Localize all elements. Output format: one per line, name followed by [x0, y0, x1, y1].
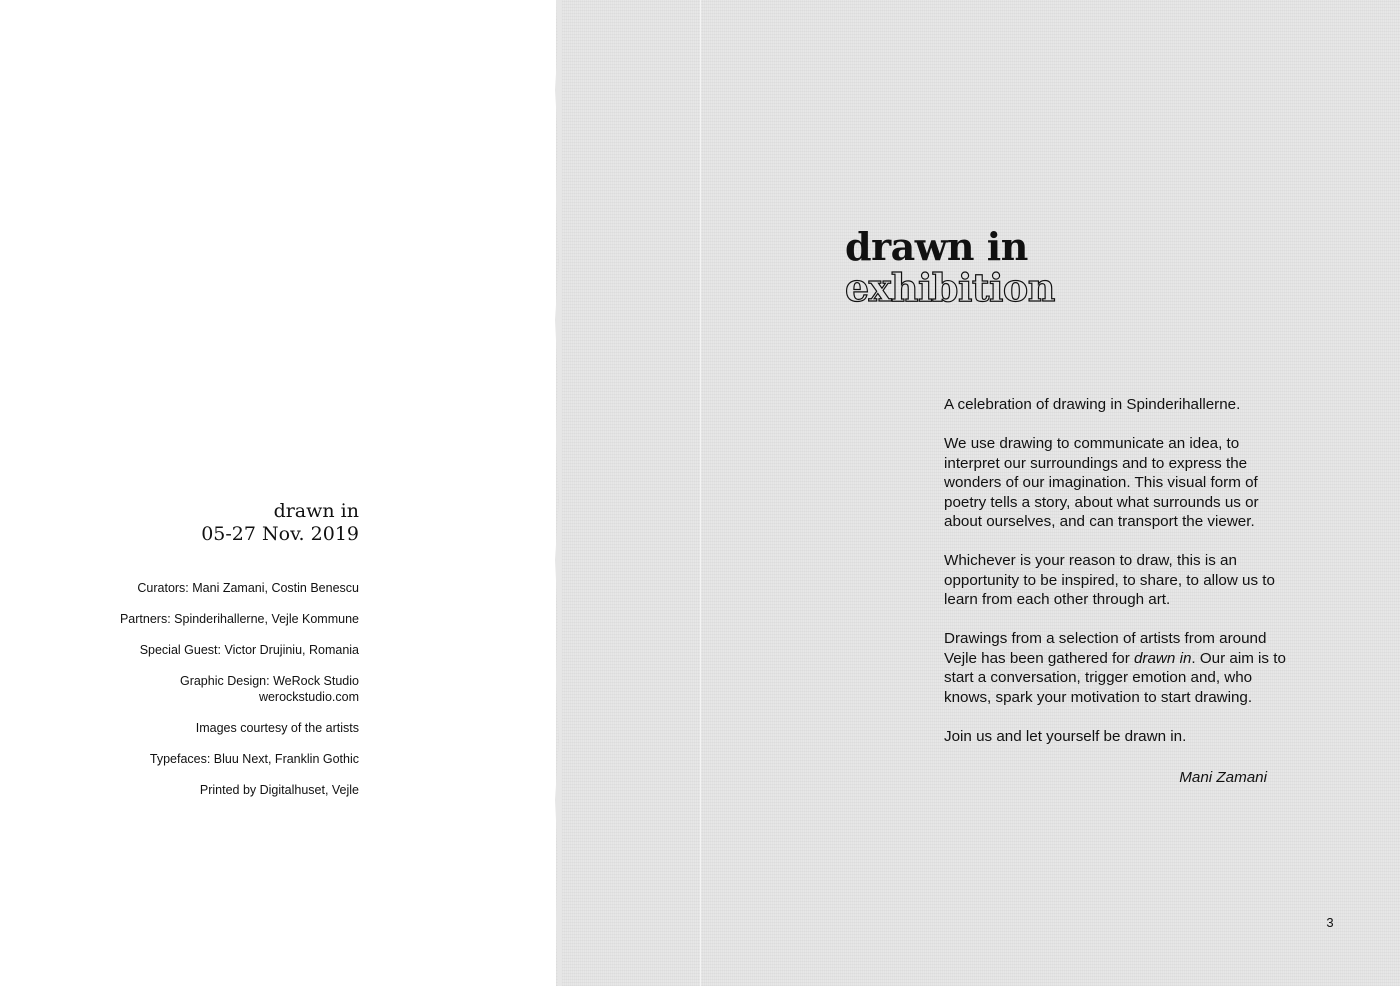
- paragraph-4-emphasis: drawn in: [1133, 649, 1192, 667]
- paragraph-2: We use drawing to communicate an idea, to interpret our surroundings and to express the wonders of our imagination. This visual form of poetry tells a story, about what surrounds us or about ourselves, and can transport the viewer.: [944, 435, 1259, 530]
- headline: [845, 226, 1055, 308]
- credit-special-guest: [39, 642, 359, 658]
- left-page: [0, 0, 556, 986]
- paragraph-4-start: Drawings from a selection of artists from around Vejle has been gathered for: [944, 630, 1267, 667]
- credit-line: Images courtesy of the artists: [195, 721, 359, 735]
- credit-line: Special Guest: Victor Drujiniu, Romania: [139, 643, 359, 657]
- credit-line: Partners: Spinderihallerne, Vejle Kommune: [119, 612, 359, 626]
- credit-line: Graphic Design: WeRock Studio: [179, 674, 359, 688]
- paragraph-4: [944, 629, 1289, 707]
- closing-paragraph: Join us and let yourself be drawn in.: [944, 727, 1187, 745]
- headline-title: drawn in: [845, 224, 1028, 269]
- paragraph-3: Whichever is your reason to draw, this is an opportunity to be inspired, to share, to allow us to learn from each other through art.: [944, 552, 1275, 608]
- credit-images: [39, 720, 359, 736]
- torn-paper-edge: [552, 0, 562, 986]
- credit-website: werockstudio.com: [258, 690, 359, 704]
- colophon-title: drawn in: [273, 500, 359, 522]
- credit-printer: [39, 782, 359, 798]
- headline-subtitle-outline: exhibition: [845, 265, 1055, 310]
- fold-line: [700, 0, 701, 986]
- body-text: [944, 395, 1289, 766]
- signature: Mani Zamani: [1179, 769, 1267, 786]
- credit-line: Printed by Digitalhuset, Vejle: [199, 783, 359, 797]
- colophon-date: 05-27 Nov. 2019: [201, 523, 359, 545]
- credit-line: Curators: Mani Zamani, Costin Benescu: [137, 581, 359, 595]
- credit-curators: [39, 580, 359, 596]
- colophon: [39, 500, 359, 813]
- paragraph-4-end: . Our aim is to start a conversation, trigger emotion and, who knows, spark your motivation to start drawing.: [944, 649, 1286, 706]
- credit-line: Typefaces: Bluu Next, Franklin Gothic: [149, 752, 359, 766]
- intro-paragraph: A celebration of drawing in Spinderihallerne.: [944, 396, 1241, 413]
- credit-typefaces: [39, 751, 359, 767]
- credit-graphic-design: [39, 673, 359, 705]
- page-number: 3: [1326, 915, 1334, 930]
- credit-partners: [39, 611, 359, 627]
